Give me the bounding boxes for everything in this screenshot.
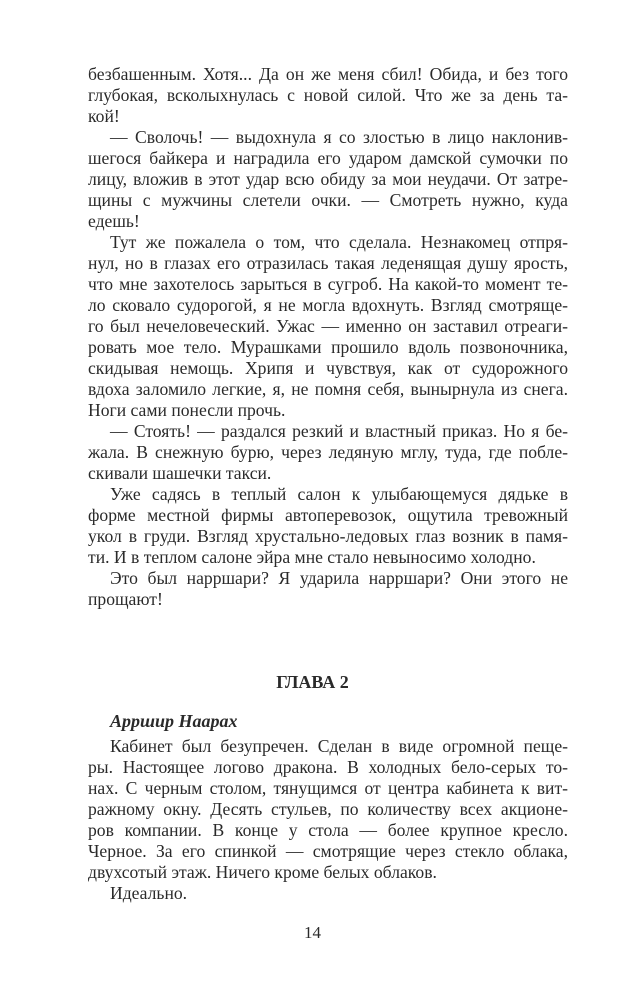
text-line: лицу, вложив в этот удар всю обиду за мои неудачи. От затре- [88,169,568,189]
text-line: кой! [88,106,120,126]
text-line: нул, но в глазах его отразилась такая леденящая душу ярость, [88,253,568,273]
text-line: прощают! [88,589,163,609]
text-line: нах. С черным столом, тянущимся от центра кабинета к вит- [88,778,568,798]
text-line: глубокая, всколыхнулась с новой силой. Что же за день та- [88,85,568,105]
text-line: щины с мужчины слетели очки. — Смотреть нужно, куда [88,190,568,210]
text-line: Ноги сами понесли прочь. [88,400,286,420]
text-line: го был нечеловеческий. Ужас — именно он заставил отреаги- [88,316,568,336]
paragraph [88,484,568,568]
text-line: ров компании. В конце у стола — более крупное кресло. [88,820,568,840]
text-line: вдоха заломило легкие, я, не помня себя, вынырнула из снега. [88,379,568,399]
text-line: двухсотый этаж. Ничего кроме белых облаков. [88,862,437,882]
text-line: ло сковало судорогой, я не могла вдохнуть. Взгляд смотряще- [88,295,568,315]
paragraph [88,64,568,127]
text-line: скивали шашечки такси. [88,463,272,483]
paragraph [88,736,568,883]
text-line: ры. Настоящее логово дракона. В холодных бело-серых то- [88,757,568,777]
text-line: — Сволочь! — выдохнула я со злостью в лицо наклонив- [110,127,568,147]
text-line: форме местной фирмы автоперевозок, ощутила тревожный [88,505,568,525]
text-line: Кабинет был безупречен. Сделан в виде огромной пеще- [110,736,568,756]
paragraph [88,421,568,484]
text-line: безбашенным. Хотя... Да он же меня сбил! Обида, и без того [88,64,568,84]
text-line: Это был нарршари? Я ударила нарршари? Они этого не [110,568,568,588]
text-block-before-chapter [88,64,568,610]
text-line: Тут же пожалела о том, что сделала. Незнакомец отпря- [110,232,568,252]
text-line: ти. И в теплом салоне эйра мне стало невыносимо холодно. [88,547,536,567]
text-line: что мне захотелось зарыться в сугроб. На какой-то момент те- [88,274,568,294]
text-line: Идеально. [110,883,188,903]
text-line: укол в груди. Взгляд хрустально-ледовых глаз возник в памя- [88,526,568,546]
paragraph [88,232,568,421]
text-line: шегося байкера и наградила его ударом дамской сумочки по [88,148,568,168]
text-line: жала. В снежную бурю, через ледяную мглу, туда, где побле- [88,442,568,462]
paragraph [88,883,568,904]
text-line: ровать мое тело. Мурашками прошило вдоль позвоночника, [88,337,568,357]
text-line: ражному окну. Десять стульев, по количеству всех акционе- [88,799,568,819]
chapter-heading: ГЛАВА 2 [276,672,349,692]
section-character-name: Арршир Наарах [110,711,238,731]
page-number: 14 [304,923,321,942]
paragraph [88,568,568,610]
paragraph [88,127,568,232]
text-line: Уже садясь в теплый салон к улыбающемуся дядьке в [110,484,568,504]
text-line: — Стоять! — раздался резкий и властный приказ. Но я бе- [110,421,568,441]
text-line: скидывая немощь. Хрипя и чувствуя, как от судорожного [88,358,568,378]
text-line: Черное. За его спинкой — смотрящие через стекло облака, [88,841,568,861]
text-block-after-chapter [88,736,568,904]
text-line: едешь! [88,211,140,231]
